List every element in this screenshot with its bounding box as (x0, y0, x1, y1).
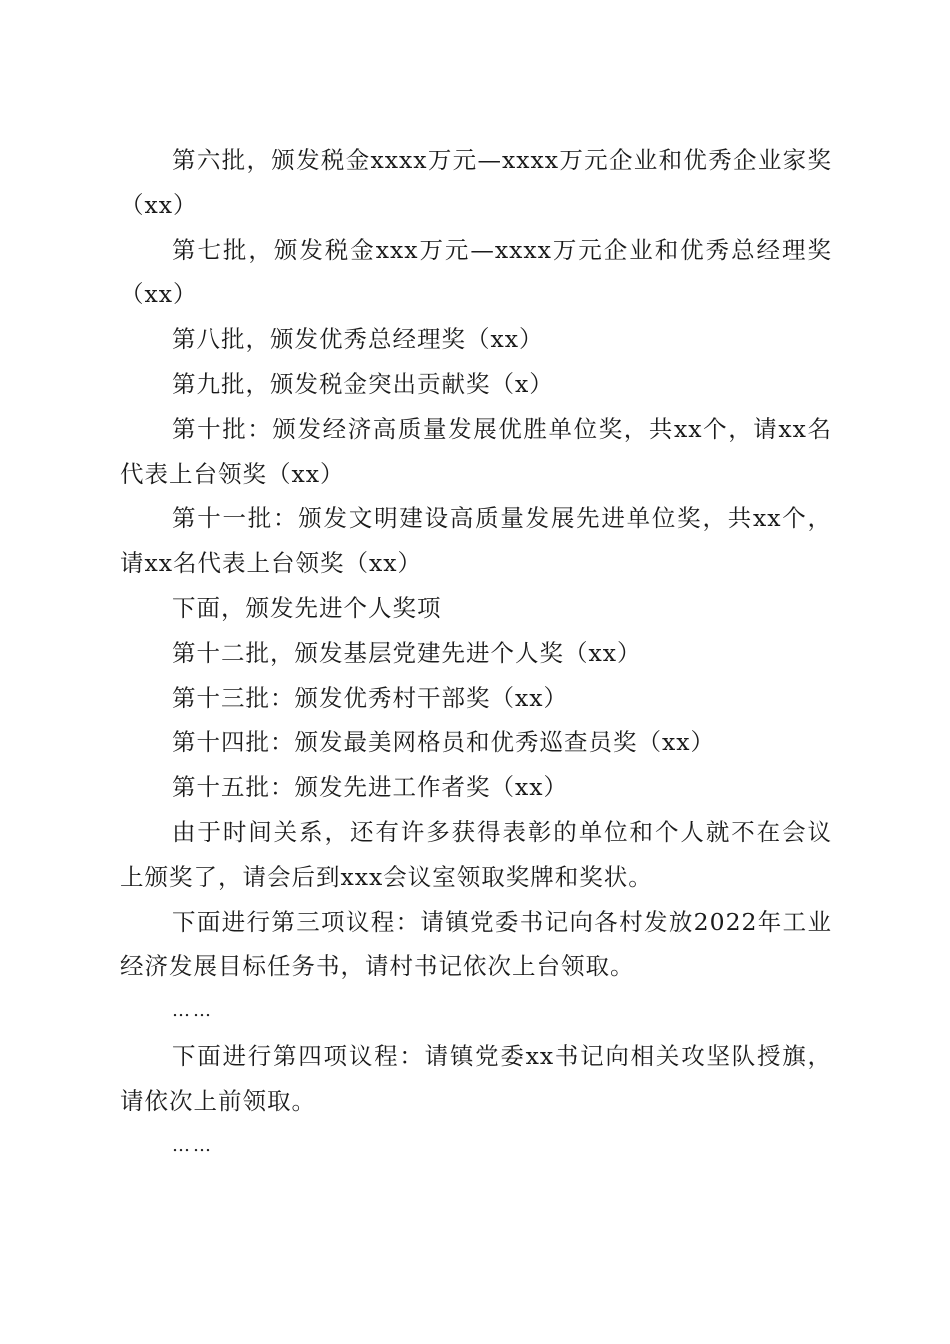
paragraph-batch-7: 第七批，颁发税金xxx万元—xxxx万元企业和优秀总经理奖（xx） (120, 235, 832, 309)
paragraph-batch-15: 第十五批：颁发先进工作者奖（xx） (172, 773, 569, 802)
paragraph-agenda-3: 下面进行第三项议程：请镇党委书记向各村发放2022年工业经济发展目标任务书，请村书记依次上台领取。 (120, 907, 832, 981)
paragraph-batch-10: 第十批：颁发经济高质量发展优胜单位奖，共xx个，请xx名代表上台领奖（xx） (120, 414, 832, 488)
ellipsis-1: …… (172, 1000, 214, 1022)
paragraph-batch-9: 第九批，颁发税金突出贡献奖（x） (172, 369, 554, 398)
paragraph-batch-6: 第六批，颁发税金xxxx万元—xxxx万元企业和优秀企业家奖（xx） (120, 146, 832, 219)
paragraph-batch-11: 第十一批：颁发文明建设高质量发展先进单位奖，共xx个，请xx名代表上台领奖（xx） (120, 504, 832, 578)
paragraph-batch-12: 第十二批，颁发基层党建先进个人奖（xx） (172, 638, 642, 667)
paragraph-agenda-4: 下面进行第四项议程：请镇党委xx书记向相关攻坚队授旗，请依次上前领取。 (120, 1041, 832, 1115)
ellipsis-2: …… (172, 1134, 214, 1156)
paragraph-time-note: 由于时间关系，还有许多获得表彰的单位和个人就不在会议上颁奖了，请会后到xxx会议室领取奖牌和奖状。 (120, 817, 832, 891)
paragraph-batch-13: 第十三批：颁发优秀村干部奖（xx） (172, 683, 569, 712)
paragraph-batch-8: 第八批，颁发优秀总经理奖（xx） (172, 325, 544, 354)
document-body (120, 138, 832, 1168)
paragraph-individual-awards-intro: 下面，颁发先进个人奖项 (172, 593, 442, 622)
paragraph-batch-14: 第十四批：颁发最美网格员和优秀巡查员奖（xx） (172, 728, 716, 757)
